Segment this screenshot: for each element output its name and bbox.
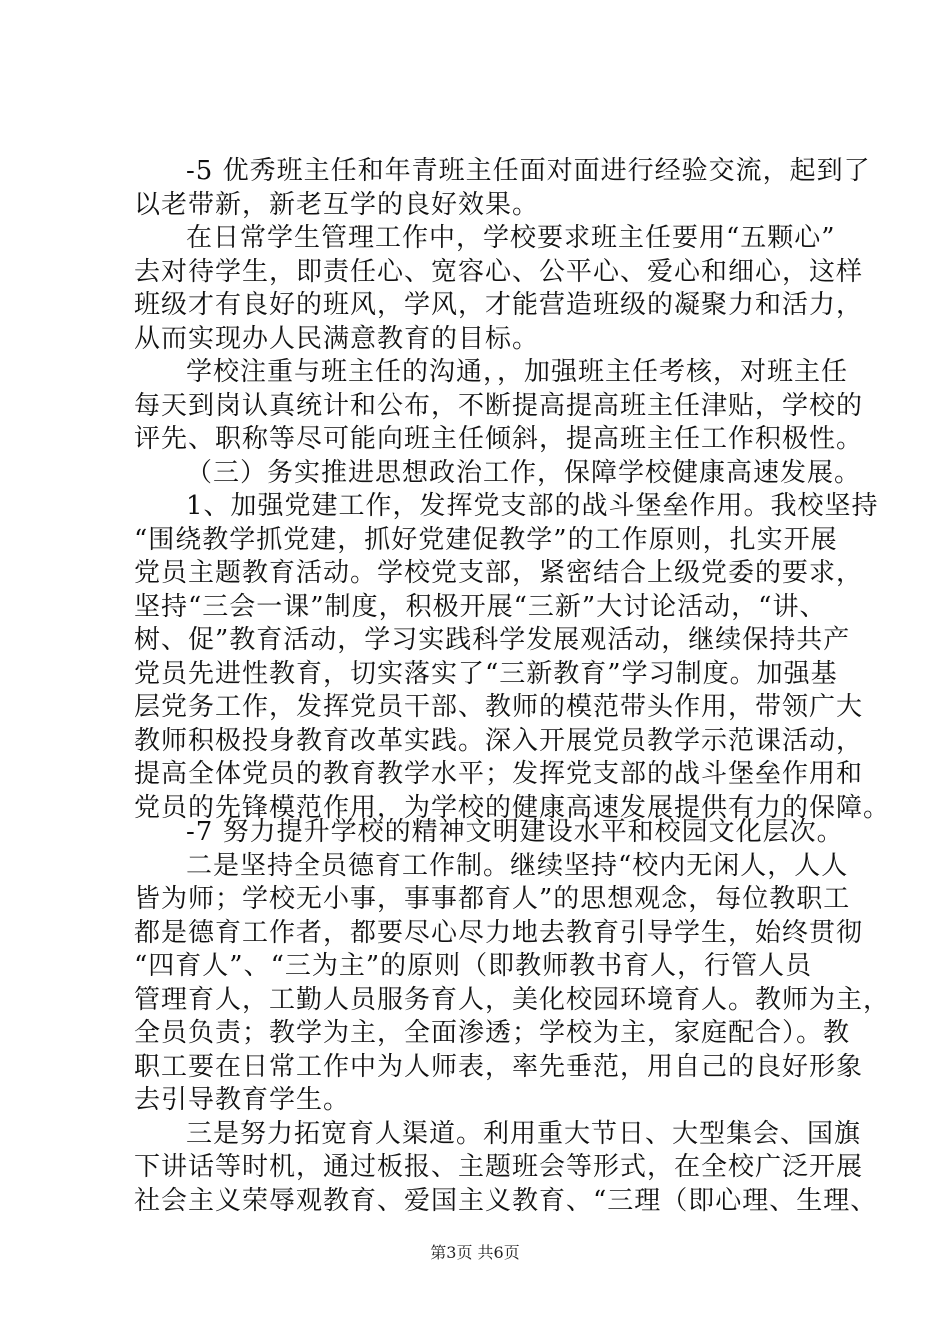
- text-line: 三是努力拓宽育人渠道。利用重大节日、大型集会、国旗: [186, 1118, 862, 1149]
- text-line: 1、加强党建工作，发挥党支部的战斗堡垒作用。我校坚持: [186, 491, 879, 521]
- paragraph: [134, 490, 891, 825]
- text-line: -7 努力提升学校的精神文明建设水平和校园文化层次。: [186, 817, 844, 847]
- text-line: 教师积极投身教育改革实践。深入开展党员教学示范课活动，: [134, 725, 864, 756]
- paragraph: [134, 457, 862, 491]
- text-line: 提高全体党员的教育教学水平；发挥党支部的战斗堡垒作用和: [134, 759, 864, 789]
- paragraph: [134, 850, 891, 1118]
- paragraph: [134, 1118, 878, 1219]
- text-block-2: [134, 816, 891, 1218]
- text-line: 树、促”教育活动，学习实践科学发展观活动，继续保持共产: [134, 625, 851, 655]
- text-line: 党员的先锋模范作用，为学校的健康高速发展提供有力的保障。: [134, 792, 891, 823]
- text-line: 党员先进性教育，切实落实了“三新教育”学习制度。加强基: [134, 658, 838, 689]
- text-line: 层党务工作，发挥党员干部、教师的模范带头作用，带领广大: [134, 692, 864, 722]
- text-line: 二是坚持全员德育工作制。继续坚持“校内无闲人，人人: [186, 850, 849, 881]
- text-line: （三）务实推进思想政治工作，保障学校健康高速发展。: [186, 457, 862, 488]
- page-footer: 第3页 共6页: [430, 1243, 520, 1262]
- text-line: 从而实现办人民满意教育的目标。: [134, 323, 540, 354]
- text-line: 每天到岗认真统计和公布，不断提高提高班主任津贴，学校的: [134, 390, 864, 421]
- text-line: 党员主题教育活动。学校党支部，紧密结合上级党委的要求，: [134, 558, 864, 588]
- text-line: 下讲话等时机，通过板报、主题班会等形式，在全校广泛开展: [134, 1152, 864, 1182]
- text-line: 去引导教育学生。: [134, 1085, 351, 1115]
- text-line: “围绕教学抓党建，抓好党建促教学”的工作原则，扎实开展: [134, 524, 838, 555]
- text-line: 职工要在日常工作中为人师表，率先垂范，用自己的良好形象: [134, 1051, 864, 1082]
- text-line: 都是德育工作者，都要尽心尽力地去教育引导学生，始终贯彻: [134, 917, 864, 948]
- text-line: 去对待学生，即责任心、宽容心、公平心、爱心和细心，这样: [134, 256, 864, 287]
- paragraph: [134, 222, 864, 356]
- paragraph: [134, 816, 844, 850]
- text-line: -5 优秀班主任和年青班主任面对面进行经验交流，起到了: [186, 156, 871, 186]
- paragraph: [134, 356, 864, 457]
- text-line: 评先、职称等尽可能向班主任倾斜，提高班主任工作积极性。: [134, 424, 864, 454]
- text-line: “四育人”、“三为主”的原则（即教师教书育人，行管人员: [134, 951, 813, 981]
- text-line: 管理育人，工勤人员服务育人，美化校园环境育人。教师为主，: [134, 984, 891, 1015]
- text-line: 在日常学生管理工作中，学校要求班主任要用“五颗心”: [186, 223, 836, 253]
- text-line: 学校注重与班主任的沟通，，加强班主任考核，对班主任: [186, 357, 849, 387]
- text-line: 社会主义荣辱观教育、爱国主义教育、“三理（即心理、生理、: [134, 1185, 878, 1216]
- text-line: 以老带新，新老互学的良好效果。: [134, 189, 540, 220]
- text-line: 皆为师；学校无小事，事事都育人”的思想观念，每位教职工: [134, 884, 851, 914]
- paragraph: [134, 155, 871, 222]
- text-line: 全员负责；教学为主，全面渗透；学校为主，家庭配合）。教: [134, 1018, 851, 1048]
- text-line: 班级才有良好的班风，学风，才能营造班级的凝聚力和活力，: [134, 290, 864, 320]
- text-block-1: [134, 155, 891, 825]
- text-line: 坚持“三会一课”制度，积极开展“三新”大讨论活动，“讲、: [134, 591, 827, 622]
